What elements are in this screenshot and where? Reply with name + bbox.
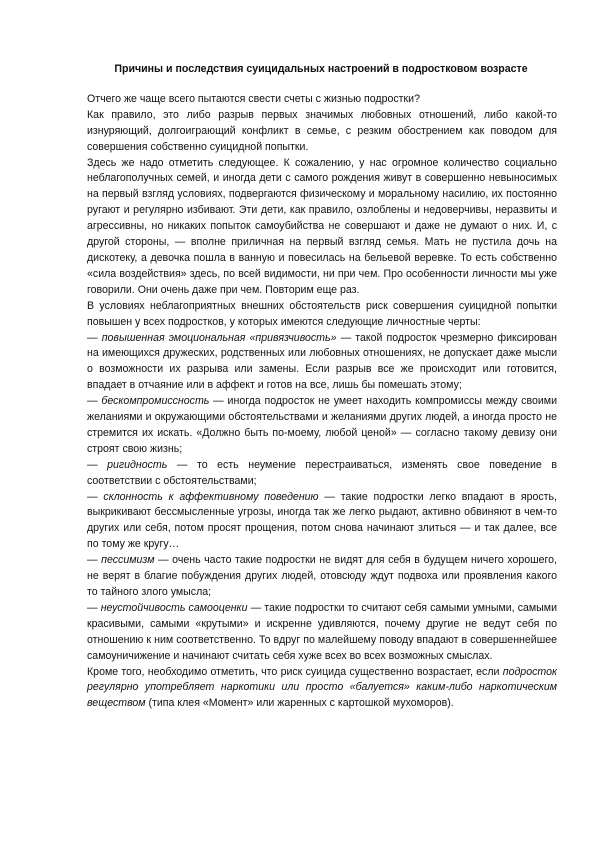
trait-text: — то есть неумение перестраиваться, изменять свое поведение в соответствии с обстоятельствами;: [87, 458, 557, 487]
trait-text: — такие подростки то считают себя самыми умными, самыми красивыми, самыми «крутыми» и искренне удивляются, почему другие не ведут себя по отношению к ним соответственно. То вдруг по малейшему поводу впадают в совершеннейшее самоуничижение и начинают считать себя хуже всех во всех возможных смыслах.: [87, 601, 557, 662]
trait-term: бескомпромиссность: [101, 395, 210, 408]
trait-dash: —: [87, 458, 108, 471]
drugs-text-start: Кроме того, необходимо отметить, что риск суицида существенно возрастает, если: [87, 665, 503, 678]
trait-item: [87, 394, 557, 458]
trait-item: [87, 601, 557, 665]
trait-term: ригидность: [107, 458, 168, 471]
trait-item: [87, 331, 557, 395]
document-page: [87, 62, 557, 712]
trait-term: пессимизм: [101, 554, 155, 567]
trait-text: — такие подростки легко впадают в ярость, выкрикивают бессмысленные угрозы, иногда так же легко рыдают, активно обвиняют в чем-то других или себя, потом просят прощения, потом снова начинают злиться — и так далее, все по тому же кругу…: [87, 490, 557, 551]
drugs-emphasis: подросток регулярно употребляет наркотики или просто «балуется» каким-либо наркотическим веществом: [87, 665, 557, 710]
trait-text: — иногда подросток не умеет находить компромиссы между своими желаниями и окружающими обстоятельствами и желаниями других людей, а иногда просто не стремится их искать. «Должно быть по-моему, любой ценой» — согласно такому девизу они строят свою жизнь;: [87, 395, 557, 455]
trait-item: [87, 553, 557, 601]
trait-text: — очень часто такие подростки не видят для себя в будущем ничего хорошего, не верят в благие побуждения других людей, отовсюду ждут подвоха или проявления какого то тайного злого умысла;: [87, 554, 557, 598]
trait-item: [87, 490, 557, 554]
paragraph-causes: Как правило, это либо разрыв первых значимых любовных отношений, либо какой-то изнуряющий, долгоиграющий конфликт в семье, с резким обострением как поводом для совершения собственно суицидной попытки.: [87, 108, 557, 153]
paragraph-risk-intro: В условиях неблагоприятных внешних обстоятельств риск совершения суицидной попытки повышен у всех подростков, у которых имеются следующие личностные черты:: [87, 299, 557, 328]
trait-text: — такой подросток чрезмерно фиксирован на имеющихся дружеских, родственных или любовных отношениях, не допускает даже мысли о возможности их разрыва или замены. Если разрыв все же происходит или готовится, впадает в отчаяние или в аффект и готов на все, лишь бы помешать этому;: [87, 331, 557, 392]
paragraph-drugs: [87, 665, 557, 713]
trait-dash: —: [87, 331, 102, 344]
drugs-text-end: (типа клея «Момент» или жаренных с картошкой мухоморов).: [145, 697, 454, 710]
trait-item: [87, 458, 557, 490]
trait-dash: —: [87, 554, 102, 567]
trait-dash: —: [87, 601, 101, 614]
trait-dash: —: [87, 490, 104, 503]
trait-term: неустойчивость самооценки: [100, 601, 248, 614]
paragraph-question: Отчего же чаще всего пытаются свести счеты с жизнью подростки?: [87, 92, 420, 105]
trait-term: склонность к аффективному поведению: [103, 490, 319, 503]
paragraph-families: Здесь же надо отметить следующее. К сожалению, у нас огромное количество социально неблагополучных семей, и иногда дети с самого рождения живут в совершенно невыносимых на первый взгляд условиях, подвергаются физическому и моральному насилию, их постоянно ругают и регулярно избивают. Эти дети, как правило, озлоблены и недоверчивы, неразвиты и агрессивны, но никаких попыток самоубийства не совершают и даже не думают о них. И, с другой стороны, — вполне приличная на первый взгляд семья. Мать не пустила дочь на дискотеку, а девочка пошла в ванную и повесилась на бельевой веревке. То есть собственно «сила воздействия» здесь, по всей видимости, ни при чем. Про особенности личности мы уже говорили. Они очень даже при чем. Повторим еще раз.: [87, 156, 557, 296]
document-title: Причины и последствия суицидальных настроений в подростковом возрасте: [114, 63, 528, 75]
trait-dash: —: [87, 395, 102, 408]
trait-term: повышенная эмоциональная «привязчивость»: [101, 331, 337, 344]
